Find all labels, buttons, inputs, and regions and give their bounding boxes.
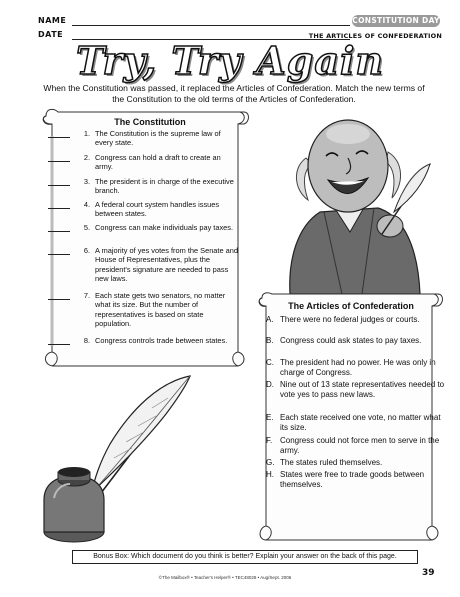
article-item-g: G. The states ruled themselves. xyxy=(266,458,383,467)
founding-father-illustration xyxy=(262,108,440,296)
constitution-item-6: 6. A majority of yes votes from the Senate and House of Representatives, plus the president's signature are needed to pass new laws. xyxy=(48,246,238,283)
constitution-item-7: 7. Each state gets two senators, no matter what its size. But the number of representatives is based on state population. xyxy=(48,291,238,328)
answer-blank-5[interactable] xyxy=(48,223,70,232)
answer-blank-1[interactable] xyxy=(48,129,70,138)
articles-subtag: THE ARTICLES OF CONFEDERATION xyxy=(308,32,442,40)
answer-blank-6[interactable] xyxy=(48,246,70,255)
answer-blank-8[interactable] xyxy=(48,336,70,345)
answer-blank-4[interactable] xyxy=(48,200,70,209)
answer-blank-2[interactable] xyxy=(48,153,70,162)
answer-blank-7[interactable] xyxy=(48,291,70,300)
constitution-day-tag: CONSTITUTION DAY xyxy=(352,16,440,25)
name-line[interactable] xyxy=(72,25,350,26)
article-item-a: A. There were no federal judges or courts. xyxy=(266,315,420,324)
name-label: NAME xyxy=(38,16,67,25)
article-item-e: E. Each state received one vote, no matter what its size. xyxy=(266,413,441,432)
intro-text: When the Constitution was passed, it replaced the Articles of Confederation. Match the new terms of the Constitution to the old terms of the Articles of Confederation. xyxy=(43,83,425,104)
articles-heading: The Articles of Confederation xyxy=(288,301,414,311)
page-title: Try, Try Again xyxy=(75,38,385,83)
article-item-c: C. The president had no power. He was only in charge of Congress. xyxy=(266,358,436,377)
copyright-footer: ©The Mailbox® • Teacher's Helper® • TEC48028 • Aug/Sept. 2006 xyxy=(158,575,292,580)
page-number: 39 xyxy=(422,568,435,578)
article-item-h: H. States were free to trade goods between themselves. xyxy=(266,470,425,489)
inkwell-quill-illustration xyxy=(40,368,210,546)
constitution-item-2: 2. Congress can hold a draft to create an army. xyxy=(48,153,238,172)
constitution-item-5: 5. Congress can make individuals pay taxes. xyxy=(48,223,238,232)
date-label: DATE xyxy=(38,30,64,39)
bonus-box: Bonus Box: Which document do you think is better? Explain your answer on the back of this page. xyxy=(72,550,418,564)
article-item-d: D. Nine out of 13 state representatives needed to vote yes to pass new laws. xyxy=(266,380,445,399)
constitution-item-4: 4. A federal court system handles issues between states. xyxy=(48,200,238,219)
article-item-b: B. Congress could ask states to pay taxes. xyxy=(266,336,422,345)
constitution-heading: The Constitution xyxy=(114,117,186,127)
constitution-item-8: 8. Congress controls trade between states. xyxy=(48,336,238,345)
constitution-item-3: 3. The president is in charge of the executive branch. xyxy=(48,177,238,196)
article-item-f: F. Congress could not force men to serve in the army. xyxy=(266,436,440,455)
answer-blank-3[interactable] xyxy=(48,177,70,186)
constitution-item-1: 1. The Constitution is the supreme law of every state. xyxy=(48,129,238,148)
